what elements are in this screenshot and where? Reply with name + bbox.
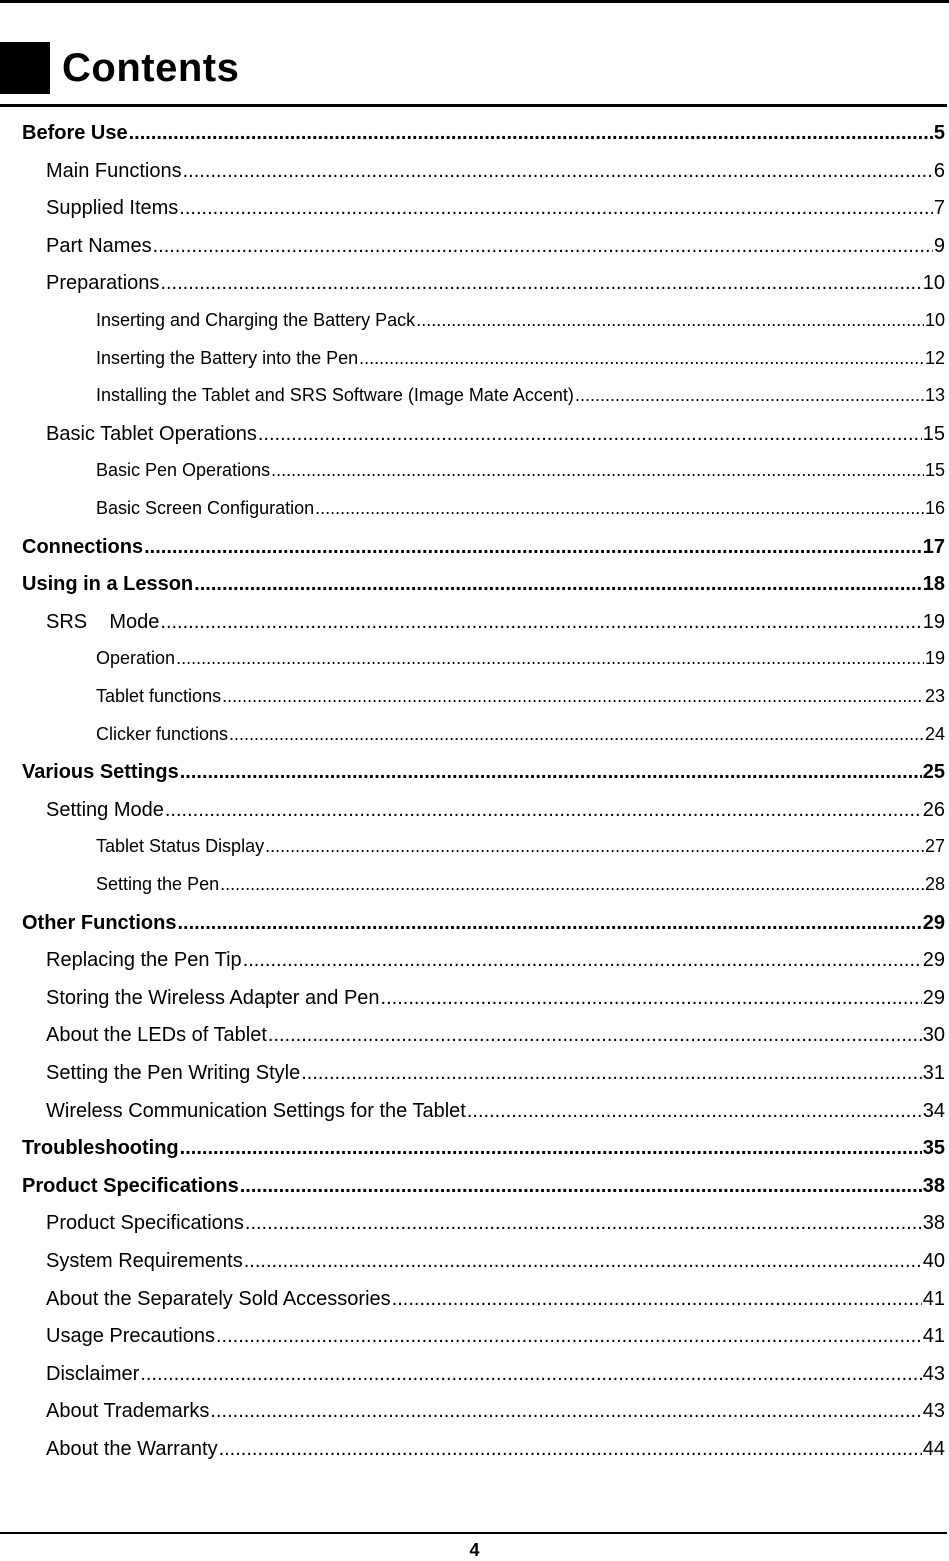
toc-dot-leader — [315, 498, 924, 519]
bottom-rule — [0, 1532, 947, 1534]
toc-dot-leader — [176, 648, 924, 669]
toc-dot-leader — [416, 310, 924, 331]
toc-entry-label: Setting the Pen Writing Style — [46, 1062, 301, 1084]
toc-entry-page: 29 — [922, 986, 945, 1009]
toc-entry[interactable] — [0, 235, 949, 261]
toc-entry[interactable] — [0, 836, 949, 862]
toc-dot-leader — [258, 423, 922, 446]
toc-entry-label: Inserting the Battery into the Pen — [96, 347, 359, 368]
toc-entry-page: 43 — [922, 1362, 945, 1385]
toc-entry-label: Connections — [22, 535, 144, 558]
toc-dot-leader — [219, 1438, 922, 1461]
toc-entry-label: Before Use — [22, 122, 128, 144]
toc-entry-page: 19 — [924, 648, 945, 669]
toc-entry[interactable] — [0, 498, 949, 524]
toc-dot-leader — [180, 1137, 922, 1160]
toc-dot-leader — [268, 1024, 922, 1047]
toc-dot-leader — [467, 1100, 922, 1123]
toc-entry-label: Product Specifications — [46, 1212, 244, 1235]
toc-entry[interactable] — [0, 761, 949, 787]
toc-entry-page: 30 — [922, 1024, 945, 1047]
toc-entry[interactable] — [0, 1100, 949, 1126]
toc-entry[interactable] — [0, 1288, 949, 1314]
toc-entry-label: Part Names — [46, 234, 152, 257]
toc-entry-label: Supplied Items — [46, 197, 179, 220]
toc-entry-page: 29 — [922, 949, 945, 972]
toc-entry-page: 27 — [924, 836, 945, 857]
toc-entry-page: 25 — [922, 761, 945, 784]
toc-entry-label: About Trademarks — [46, 1400, 210, 1423]
toc-dot-leader — [210, 1400, 921, 1423]
toc-dot-leader — [160, 272, 921, 295]
toc-entry-label: Setting the Pen — [96, 874, 220, 894]
toc-entry[interactable] — [0, 1175, 949, 1201]
toc-entry-page: 29 — [922, 911, 945, 934]
toc-entry-page: 40 — [922, 1250, 945, 1272]
toc-entry[interactable] — [0, 1212, 949, 1238]
toc-entry-label: Installing the Tablet and SRS Software (Image Mate Accent) — [96, 385, 574, 406]
toc-entry[interactable] — [0, 949, 949, 975]
toc-entry[interactable] — [0, 1363, 949, 1389]
toc-entry-page: 17 — [922, 535, 945, 558]
toc-dot-leader — [129, 122, 933, 145]
toc-entry-page: 15 — [922, 422, 945, 445]
toc-entry-page: 19 — [922, 610, 945, 633]
toc-entry-page: 18 — [922, 573, 945, 596]
toc-entry-label: Clicker functions — [96, 723, 229, 744]
toc-entry-page: 6 — [933, 159, 945, 182]
toc-entry-page: 41 — [922, 1287, 945, 1310]
top-rule — [0, 0, 949, 3]
toc-entry[interactable] — [0, 348, 949, 374]
toc-entry[interactable] — [0, 724, 949, 750]
toc-dot-leader — [575, 385, 924, 406]
toc-dot-leader — [140, 1363, 921, 1386]
toc-entry-page: 7 — [933, 197, 945, 220]
toc-entry[interactable] — [0, 272, 949, 298]
toc-entry[interactable] — [0, 573, 949, 599]
toc-entry-label: Usage Precautions — [46, 1325, 215, 1348]
toc-entry[interactable] — [0, 1250, 949, 1276]
toc-entry-page: 38 — [922, 1212, 945, 1235]
toc-dot-leader — [265, 836, 924, 857]
toc-entry[interactable] — [0, 1438, 949, 1464]
toc-entry[interactable] — [0, 1024, 949, 1050]
toc-entry[interactable] — [0, 1400, 949, 1426]
toc-entry-label: Wireless Communication Settings for the Tablet — [46, 1099, 466, 1122]
toc-entry-label: Basic Pen Operations — [96, 460, 271, 481]
toc-entry-label: Operation — [96, 648, 176, 669]
toc-dot-leader — [301, 1062, 922, 1085]
toc-dot-leader — [180, 761, 922, 784]
toc-dot-leader — [271, 460, 924, 481]
toc-entry-label: Main Functions — [46, 159, 182, 182]
toc-dot-leader — [359, 348, 924, 369]
toc-entry-page: 35 — [922, 1137, 945, 1160]
toc-entry-label: Tablet Status Display — [96, 836, 265, 857]
toc-entry-page: 12 — [924, 347, 945, 368]
toc-entry[interactable] — [0, 912, 949, 938]
toc-dot-leader — [216, 1325, 922, 1348]
toc-entry[interactable] — [0, 648, 949, 674]
toc-entry[interactable] — [0, 385, 949, 411]
toc-entry-label: Using in a Lesson — [22, 573, 194, 596]
toc-entry-page: 10 — [924, 310, 945, 330]
toc-entry-page: 38 — [922, 1174, 945, 1197]
toc-entry[interactable] — [0, 987, 949, 1013]
toc-entry-label: System Requirements — [46, 1250, 243, 1272]
toc-entry[interactable] — [0, 122, 949, 148]
toc-entry-label: SRS Mode — [46, 610, 160, 633]
toc-dot-leader — [220, 874, 924, 895]
toc-dot-leader — [222, 686, 924, 707]
toc-entry[interactable] — [0, 310, 949, 336]
toc-dot-leader — [245, 1212, 922, 1235]
toc-entry-page: 41 — [922, 1325, 945, 1348]
toc-entry-page: 9 — [933, 234, 945, 257]
toc-dot-leader — [165, 799, 922, 822]
toc-entry-page: 31 — [922, 1062, 945, 1084]
toc-entry-label: Basic Screen Configuration — [96, 498, 315, 518]
toc-entry-label: Inserting and Charging the Battery Pack — [96, 310, 416, 330]
toc-entry-label: About the Separately Sold Accessories — [46, 1287, 391, 1310]
toc-entry-label: Troubleshooting — [22, 1137, 179, 1160]
toc-entry-label: Preparations — [46, 272, 160, 295]
title-marker-square — [0, 42, 50, 94]
toc-dot-leader — [194, 573, 922, 596]
toc-entry-page: 23 — [924, 686, 945, 706]
toc-dot-leader — [244, 1250, 922, 1273]
toc-entry-label: Product Specifications — [22, 1174, 239, 1197]
title-rule — [0, 104, 947, 107]
toc-entry-page: 5 — [933, 122, 945, 144]
toc-dot-leader — [229, 724, 924, 745]
toc-dot-leader — [240, 1175, 922, 1198]
toc-entry-page: 26 — [922, 798, 945, 821]
toc-entry-label: Other Functions — [22, 911, 177, 934]
toc-entry[interactable] — [0, 160, 949, 186]
toc-entry[interactable] — [0, 197, 949, 223]
toc-dot-leader — [153, 235, 933, 258]
toc-entry-page: 16 — [924, 498, 945, 518]
toc-entry-page: 34 — [922, 1099, 945, 1122]
page-number: 4 — [469, 1540, 480, 1560]
title-block — [0, 42, 949, 94]
toc-dot-leader — [243, 949, 922, 972]
toc-entry-label: Storing the Wireless Adapter and Pen — [46, 986, 380, 1009]
toc-entry-page: 24 — [924, 723, 945, 744]
toc-dot-leader — [381, 987, 922, 1010]
toc-dot-leader — [160, 611, 921, 634]
toc-entry-page: 10 — [922, 272, 945, 295]
toc-entry-label: Tablet functions — [96, 686, 222, 706]
toc-entry-page: 15 — [924, 460, 945, 481]
toc-entry-page: 28 — [924, 874, 945, 894]
toc-entry-label: Replacing the Pen Tip — [46, 949, 242, 972]
toc-entry-page: 13 — [924, 385, 945, 406]
toc-entry-label: Various Settings — [22, 761, 179, 784]
toc-entry[interactable] — [0, 460, 949, 486]
page-title: Contents — [62, 46, 240, 90]
toc-entry[interactable] — [0, 799, 949, 825]
toc-entry[interactable] — [0, 1325, 949, 1351]
toc-dot-leader — [392, 1288, 922, 1311]
toc-entry[interactable] — [0, 611, 949, 637]
toc-dot-leader — [179, 197, 933, 220]
toc-entry[interactable] — [0, 874, 949, 900]
toc-entry[interactable] — [0, 686, 949, 712]
toc-dot-leader — [144, 536, 922, 559]
toc-entry-label: About the LEDs of Tablet — [46, 1024, 267, 1047]
toc-entry-label: About the Warranty — [46, 1438, 218, 1460]
toc-entry-label: Basic Tablet Operations — [46, 422, 257, 445]
toc-entry[interactable] — [0, 1062, 949, 1088]
toc-entry[interactable] — [0, 1137, 949, 1163]
toc-entry-label: Disclaimer — [46, 1362, 140, 1385]
toc-dot-leader — [177, 912, 921, 935]
toc-dot-leader — [183, 160, 933, 183]
toc-entry[interactable] — [0, 536, 949, 562]
toc-entry-label: Setting Mode — [46, 798, 164, 821]
toc-entry[interactable] — [0, 423, 949, 449]
toc-entry-page: 43 — [922, 1400, 945, 1423]
toc-entry-page: 44 — [922, 1438, 945, 1460]
